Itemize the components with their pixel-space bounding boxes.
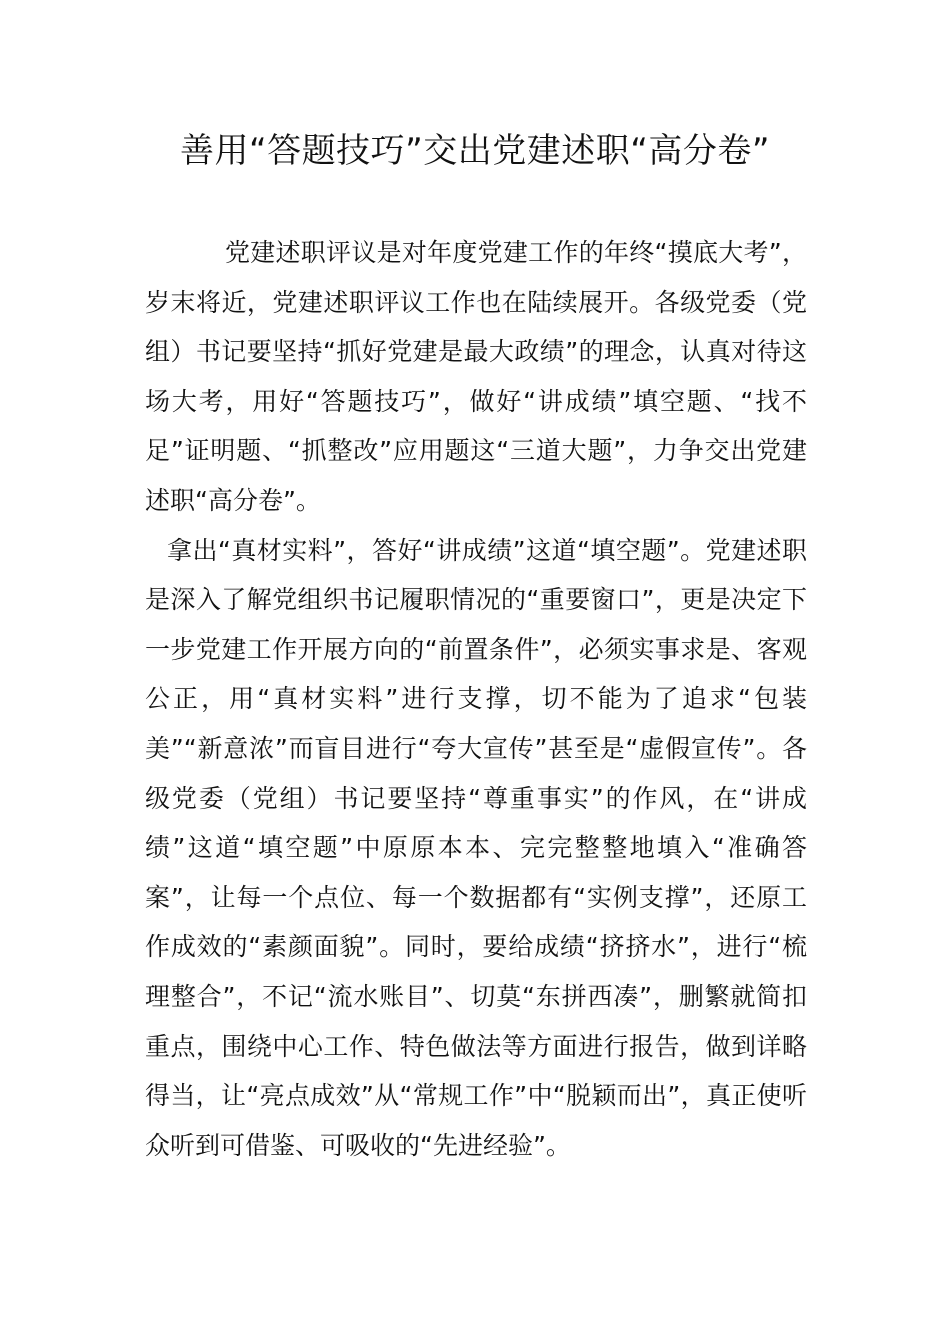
document-body: [145, 228, 807, 1170]
document-title: 善用“答题技巧”交出党建述职“高分卷”: [180, 131, 770, 171]
body-paragraph-intro: 党建述职评议是对年度党建工作的年终“摸底大考”，岁末将近，党建述职评议工作也在陆续展开。各级党委（党组）书记要坚持“抓好党建是最大政绩”的理念，认真对待这场大考，用好“答题技巧”，做好“讲成绩”填空题、“找不足”证明题、“抓整改”应用题这“三道大题”，力争交出党建述职“高分卷”。: [145, 238, 807, 515]
body-paragraph-fill-in-blank: 拿出“真材实料”，答好“讲成绩”这道“填空题”。党建述职是深入了解党组织书记履职情况的“重要窗口”，更是决定下一步党建工作开展方向的“前置条件”，必须实事求是、客观公正，用“真材实料”进行支撑，切不能为了追求“包装美”“新意浓”而盲目进行“夸大宣传”甚至是“虚假宣传”。各级党委（党组）书记要坚持“尊重事实”的作风，在“讲成绩”这道“填空题”中原原本本、完完整整地填入“准确答案”，让每一个点位、每一个数据都有“实例支撑”，还原工作成效的“素颜面貌”。同时，要给成绩“挤挤水”，进行“梳理整合”，不记“流水账目”、切莫“东拼西凑”，删繁就简扣重点，围绕中心工作、特色做法等方面进行报告，做到详略得当，让“亮点成效”从“常规工作”中“脱颖而出”，真正使听众听到可借鉴、可吸收的“先进经验”。: [145, 535, 807, 1160]
